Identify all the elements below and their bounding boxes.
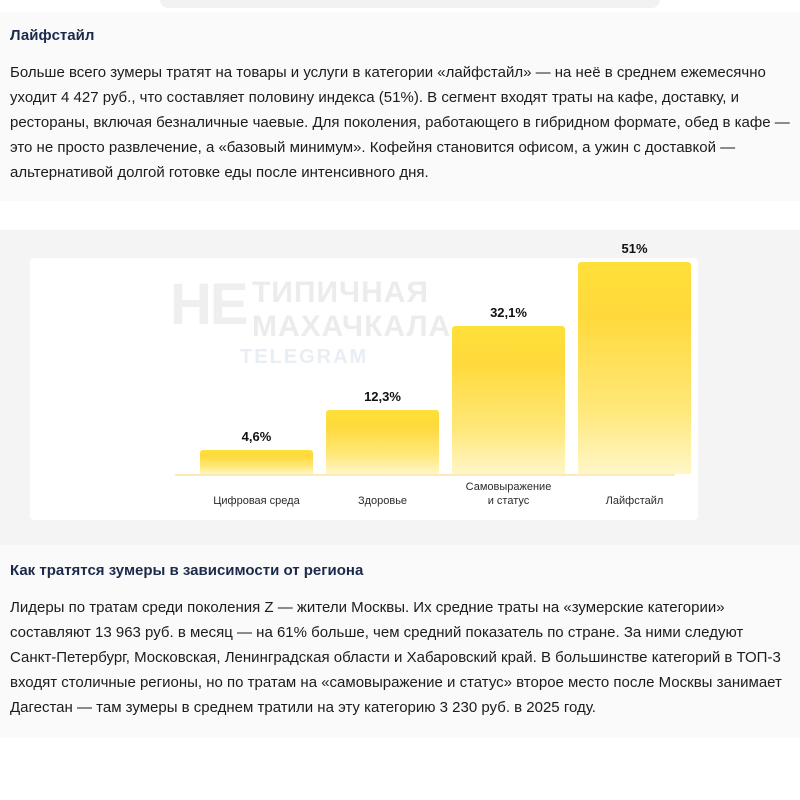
bar-value-label: 51% [621,241,648,256]
watermark-line-1: ТИПИЧНАЯ [252,276,429,309]
top-pill [160,0,660,8]
bar-category-label [326,494,439,508]
bar-chart [30,241,698,520]
bar-category-line: и статус [487,495,530,507]
bar-category-line: Здоровье [357,495,408,507]
watermark-line-3: TELEGRAM [240,346,369,368]
bar-group-health [326,389,439,474]
bar-rect [326,410,439,474]
bar-value-label: 12,3% [364,389,401,404]
page-title: Лайфстайл [10,27,95,44]
bar-group-digital [200,429,313,474]
regions-section [0,545,800,738]
bar-value-label: 32,1% [490,305,527,320]
bar-category-label [200,494,313,508]
bar-category-label [578,494,691,508]
bar-rect [200,450,313,474]
bar-category-line: Лайфстайл [605,495,664,507]
x-axis-line [175,474,675,476]
watermark-line-2: МАХАЧКАЛА [252,310,452,343]
bar-category-line: Самовыражение [465,481,552,493]
regions-paragraph: Лидеры по тратам среди поколения Z — жители Москвы. Их средние траты на «зумерские категории» составляют 13 963 руб. в месяц — на 61% больше, чем средний показатель по стране. За ними следуют Санкт-Петербург, Московская, Ленинградская области и Хабаровский край. В большинстве категорий в ТОП-3 входят столичные регионы, но по тратам на «самовыражение и статус» второе место после Москвы занимает Дагестан — там зумеры в среднем тратили на эту категорию 3 230 руб. в 2025 году. [10,599,782,716]
lifestyle-section [0,12,800,201]
top-strip [0,0,800,12]
lifestyle-paragraph: Больше всего зумеры тратят на товары и услуги в категории «лайфстайл» — на неё в среднем ежемесячно уходит 4 427 руб., что составляет половину индекса (51%). В сегмент входят траты на кафе, доставку, и рестораны, включая безналичные чаевые. Для поколения, работающего в гибридном формате, обед в кафе — это не просто развлечение, а «базовый минимум». Кофейня становится офисом, а ужин с доставкой — альтернативой долгой готовке еды после интенсивного дня. [10,64,790,181]
bar-group-self-expression [452,305,565,474]
bar-value-label: 4,6% [241,429,272,444]
bar-rect [452,326,565,474]
chart-section [0,230,800,545]
plot-area [30,241,698,520]
footer-spacer [0,770,800,800]
bar-category-label [452,480,565,508]
bar-rect [578,262,691,474]
watermark-big-text: НЕ [170,272,247,337]
bar-category-line: Цифровая среда [213,495,300,507]
bar-group-lifestyle [578,241,691,474]
regions-heading: Как тратятся зумеры в зависимости от региона [10,562,364,579]
